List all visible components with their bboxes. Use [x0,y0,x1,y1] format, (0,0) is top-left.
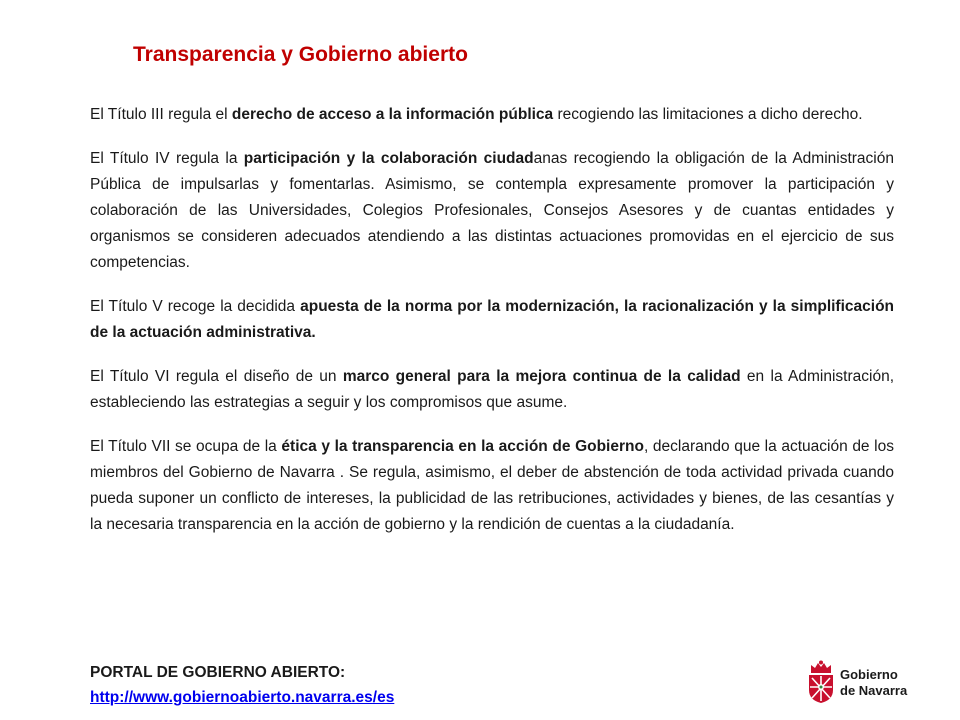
portal-label: PORTAL DE GOBIERNO ABIERTO: [90,664,346,681]
paragraph-text: recogiendo las limitaciones a dicho derecho. [553,106,863,123]
paragraph-text: El Título VI regula el diseño de un [90,368,343,385]
logo-text [840,667,907,699]
paragraph-highlight: ética y la transparencia en la acción de Gobierno [281,438,644,455]
paragraph-titulo-vii [90,434,894,538]
paragraph-highlight: derecho de acceso a la información pública [231,106,554,123]
paragraph-highlight: marco general para la mejora continua de la calidad [342,368,741,385]
paragraph-highlight: participación y la colaboración ciudad [243,150,534,167]
paragraph-titulo-iv [90,146,894,276]
paragraph-text: El Título IV regula la [90,150,244,167]
page-title: Transparencia y Gobierno abierto [133,43,468,66]
paragraph-text: El Título III regula el [90,106,232,123]
paragraph-text: en la Administración, estableciendo las estrategias a seguir y los compromisos que asume. [90,368,894,411]
paragraph-titulo-v [90,294,894,346]
paragraph-text: , declarando que la actuación de los miembros del Gobierno de Navarra . Se regula, asimismo, el deber de abstención de toda actividad privada cuando pueda suponer un conflicto de intereses, la publicidad de las retribuciones, actividades y bienes, de las cesantías y la necesaria transparencia en la acción de gobierno y la rendición de cuentas a la ciudadanía. [90,438,894,533]
navarra-coat-of-arms-icon [806,660,836,704]
paragraph-titulo-iii [90,102,894,128]
paragraph-text: anas recogiendo la obligación de la Administración Pública de impulsarlas y fomentarlas. Asimismo, se contempla expresamente promover la participación y colaboración de las Universidades, Colegios Profesionales, Consejos Asesores y de cuantas entidades y organismos se consideren adecuados atendiendo a las distintas actuaciones promovidas en el ejercicio de sus competencias. [90,150,894,271]
logo-line-1: Gobierno [840,667,898,682]
paragraph-highlight: apuesta de la norma por la modernización, la racionalización y la simplificación de la actuación administrativa. [90,298,895,341]
paragraph-text: El Título V recoge la decidida [90,298,301,315]
portal-link[interactable]: http://www.gobiernoabierto.navarra.es/es [90,689,395,706]
document-body [90,102,894,556]
paragraph-text: El Título VII se ocupa de la [90,438,282,455]
paragraph-titulo-vi [90,364,894,416]
logo-line-2: de Navarra [840,683,908,698]
gobierno-navarra-logo [806,660,926,708]
